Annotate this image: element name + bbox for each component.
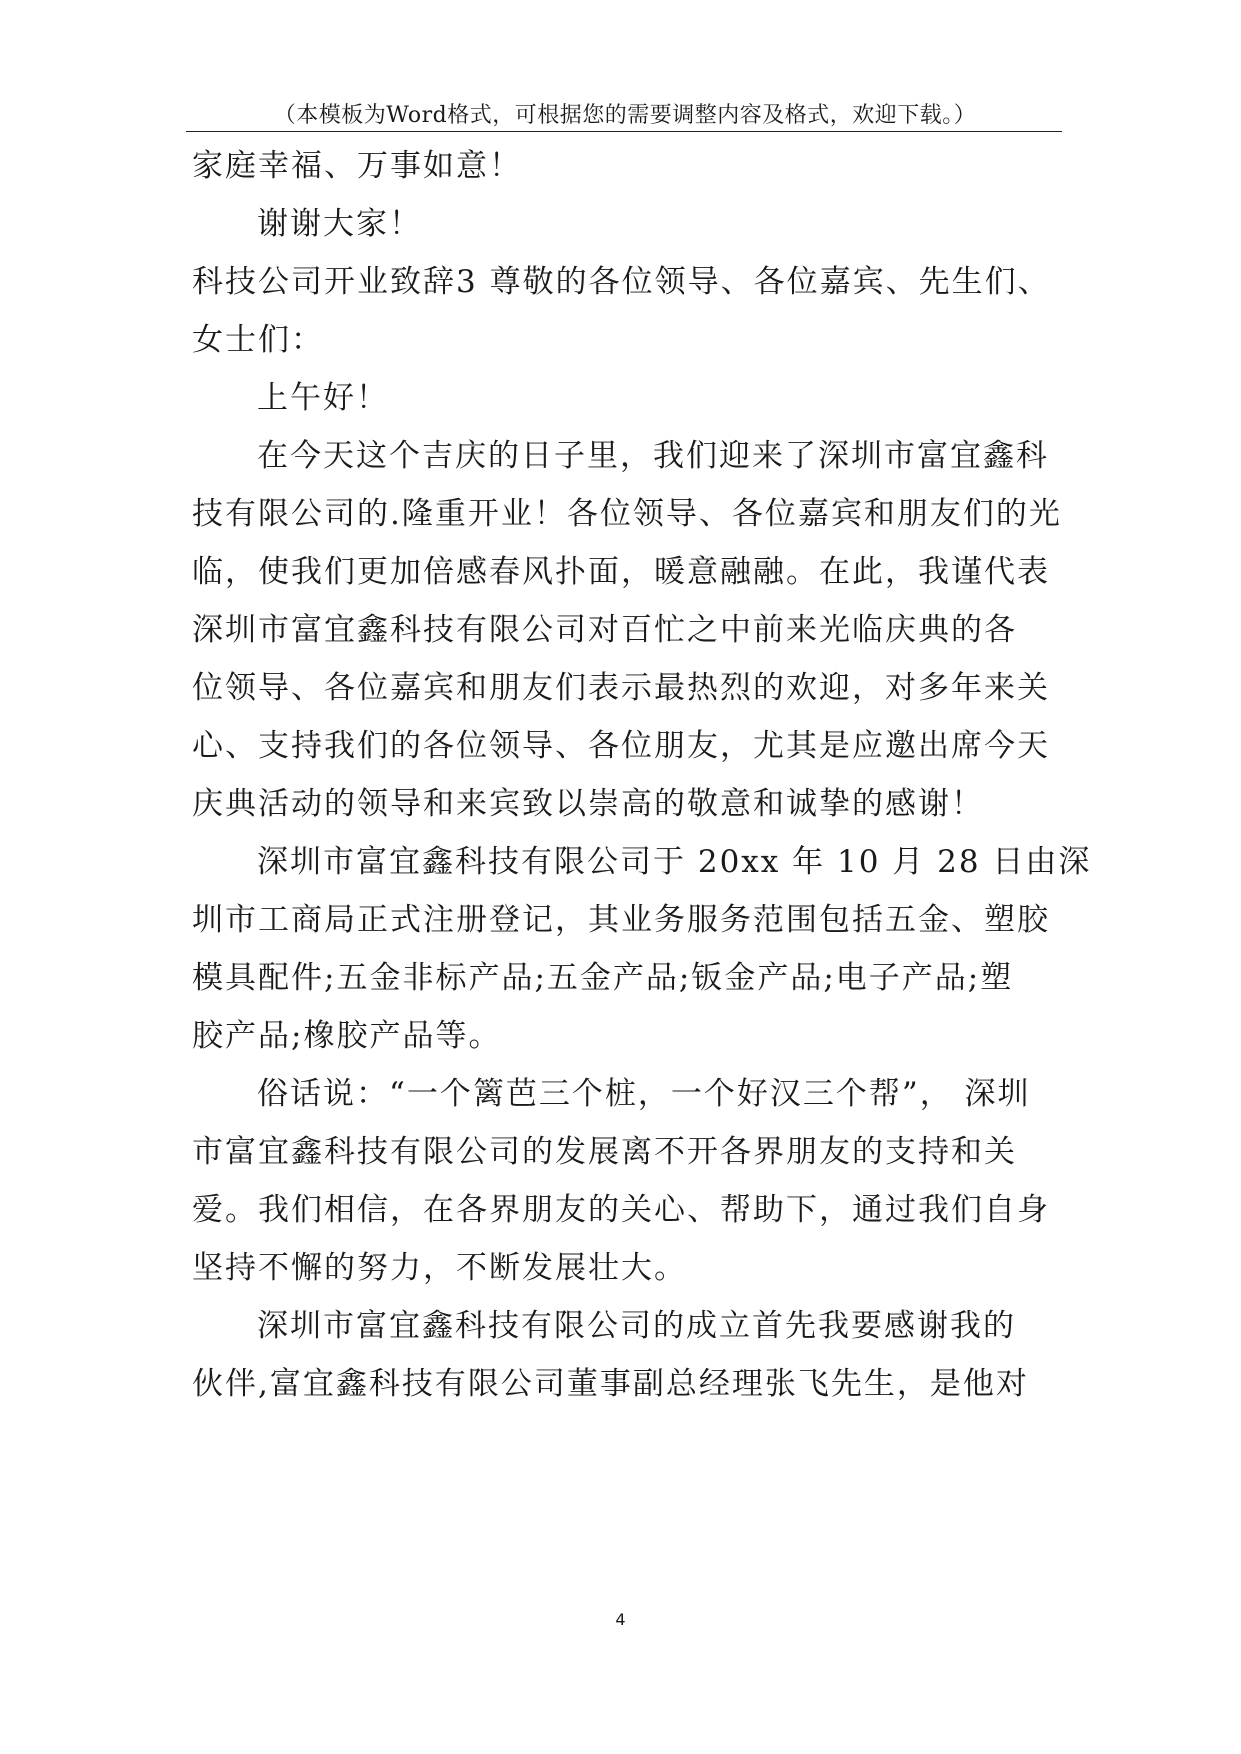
text-line: 科技公司开业致辞3 尊敬的各位领导、各位嘉宾、先生们、 (192, 264, 1051, 300)
header-notice: （本模板为Word格式，可根据您的需要调整内容及格式，欢迎下载。） (273, 103, 977, 128)
text-line: 模具配件;五金非标产品;五金产品;钣金产品;电子产品;塑 (192, 960, 1014, 996)
text-line: 深圳市富宜鑫科技有限公司的成立首先我要感谢我的 (257, 1308, 1016, 1344)
text-line: 上午好！ (257, 380, 389, 416)
text-line: 技有限公司的.隆重开业！各位领导、各位嘉宾和朋友们的光 (192, 496, 1062, 532)
text-line: 胶产品;橡胶产品等。 (192, 1018, 502, 1054)
text-line: 圳市工商局正式注册登记，其业务服务范围包括五金、塑胶 (192, 902, 1050, 938)
text-line: 坚持不懈的努力，不断发展壮大。 (192, 1250, 687, 1286)
text-line: 市富宜鑫科技有限公司的发展离不开各界朋友的支持和关 (192, 1134, 1017, 1170)
text-line: 心、支持我们的各位领导、各位朋友，尤其是应邀出席今天 (192, 728, 1050, 764)
text-line: 庆典活动的领导和来宾致以崇高的敬意和诚挚的感谢！ (192, 786, 984, 822)
text-line: 深圳市富宜鑫科技有限公司于 20xx 年 10 月 28 日由深 (257, 844, 1092, 880)
text-line: 女士们： (192, 322, 324, 358)
text-line: 谢谢大家！ (257, 206, 422, 242)
text-line: 爱。我们相信，在各界朋友的关心、帮助下，通过我们自身 (192, 1192, 1050, 1228)
header-divider (186, 131, 1062, 132)
text-line: 在今天这个吉庆的日子里，我们迎来了深圳市富宜鑫科 (257, 438, 1049, 474)
text-line: 伙伴,富宜鑫科技有限公司董事副总经理张飞先生，是他对 (192, 1366, 1029, 1402)
text-line: 深圳市富宜鑫科技有限公司对百忙之中前来光临庆典的各 (192, 612, 1017, 648)
text-line: 俗话说：“一个篱芭三个桩，一个好汉三个帮”， 深圳 (257, 1076, 1031, 1112)
page-number: 4 (615, 1610, 626, 1629)
text-line: 临，使我们更加倍感春风扑面，暖意融融。在此，我谨代表 (192, 554, 1050, 590)
text-line: 家庭幸福、万事如意！ (192, 148, 522, 184)
text-line: 位领导、各位嘉宾和朋友们表示最热烈的欢迎，对多年来关 (192, 670, 1050, 706)
